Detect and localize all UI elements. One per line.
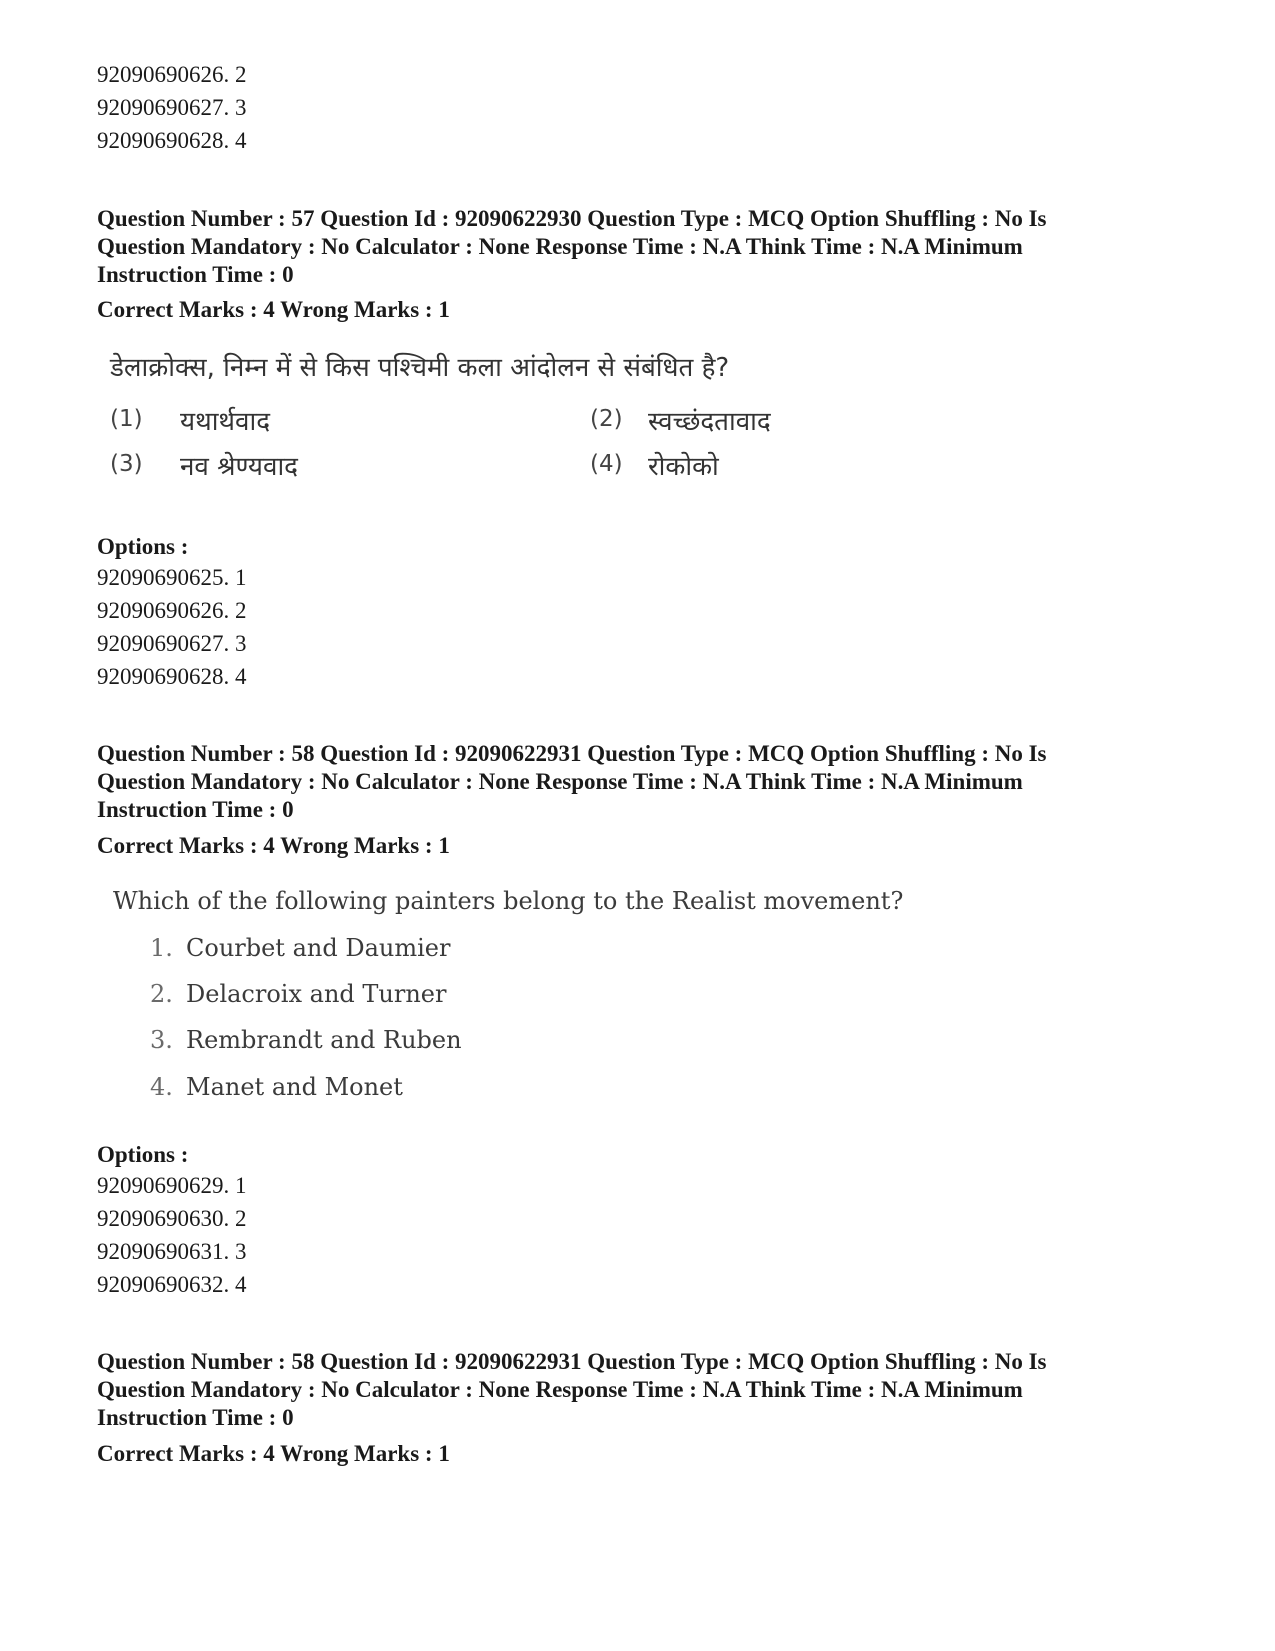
option-line: 92090690629. 1 [97,1173,247,1198]
choice-number: (2) [590,406,623,432]
choice-text: Manet and Monet [186,1073,403,1101]
q57-choice-1-text: यथार्थवाद [180,407,271,437]
option-line: 92090690626. 2 [97,62,247,87]
q58-options-label: Options : [97,1142,189,1167]
q57-options-list [97,561,247,693]
q57-options-label: Options : [97,534,189,559]
q57-marks: Correct Marks : 4 Wrong Marks : 1 [97,297,450,322]
choice-number: (4) [590,451,623,477]
q57-header-line: Question Number : 57 Question Id : 92090622930 Question Type : MCQ Option Shuffling : No Is [97,206,1047,231]
option-line: 92090690627. 3 [97,631,247,656]
q57-choice-2-text: स्वच्छंदतावाद [648,407,771,437]
q57-choice-4-text: रोकोको [648,452,719,482]
q58-repeat-header-line: Question Mandatory : No Calculator : None Response Time : N.A Think Time : N.A Minimum [97,1377,1023,1402]
q57-choice-4 [590,451,623,477]
option-line: 92090690631. 3 [97,1239,247,1264]
q58-repeat-header-line: Instruction Time : 0 [97,1405,294,1430]
q57-choice-2 [590,406,623,432]
option-line: 92090690628. 4 [97,664,247,689]
q58-header-line: Instruction Time : 0 [97,797,294,822]
option-line: 92090690625. 1 [97,565,247,590]
option-line: 92090690628. 4 [97,128,247,153]
q57-choice-3-text: नव श्रेण्यवाद [180,452,298,482]
q58-choice-2 [150,980,446,1008]
choice-text: Delacroix and Turner [186,980,447,1008]
choice-number: 3. [150,1026,173,1054]
option-line: 92090690632. 4 [97,1272,247,1297]
q58-options-list [97,1169,247,1301]
choice-number: 4. [150,1073,173,1101]
q58-header-line: Question Number : 58 Question Id : 92090622931 Question Type : MCQ Option Shuffling : No Is [97,741,1047,766]
q57-header-line: Instruction Time : 0 [97,262,294,287]
q58-header [97,740,1187,824]
q57-header [97,205,1187,289]
q58-question-text: Which of the following painters belong to the Realist movement? [113,887,904,915]
q58-choice-3 [150,1026,462,1054]
choice-number: (3) [110,451,143,477]
q58-choice-1 [150,934,450,962]
choice-number: 1. [150,934,173,962]
option-line: 92090690630. 2 [97,1206,247,1231]
q57-question-text: डेलाक्रोक्स, निम्न में से किस पश्चिमी कला आंदोलन से संबंधित है? [110,353,730,383]
q58-marks: Correct Marks : 4 Wrong Marks : 1 [97,833,450,858]
q58-header-line: Question Mandatory : No Calculator : None Response Time : N.A Think Time : N.A Minimum [97,769,1023,794]
option-line: 92090690627. 3 [97,95,247,120]
q58-choice-4 [150,1073,403,1101]
top-options-list [97,58,247,157]
q57-choice-1 [110,406,143,432]
option-line: 92090690626. 2 [97,598,247,623]
choice-text: Courbet and Daumier [186,934,451,962]
choice-number: 2. [150,980,173,1008]
q57-header-line: Question Mandatory : No Calculator : None Response Time : N.A Think Time : N.A Minimum [97,234,1023,259]
choice-text: Rembrandt and Ruben [186,1026,462,1054]
q58-repeat-header [97,1348,1187,1432]
q58-repeat-header-line: Question Number : 58 Question Id : 92090622931 Question Type : MCQ Option Shuffling : No Is [97,1349,1047,1374]
q57-choice-3 [110,451,143,477]
choice-number: (1) [110,406,143,432]
q58-repeat-marks: Correct Marks : 4 Wrong Marks : 1 [97,1441,450,1466]
